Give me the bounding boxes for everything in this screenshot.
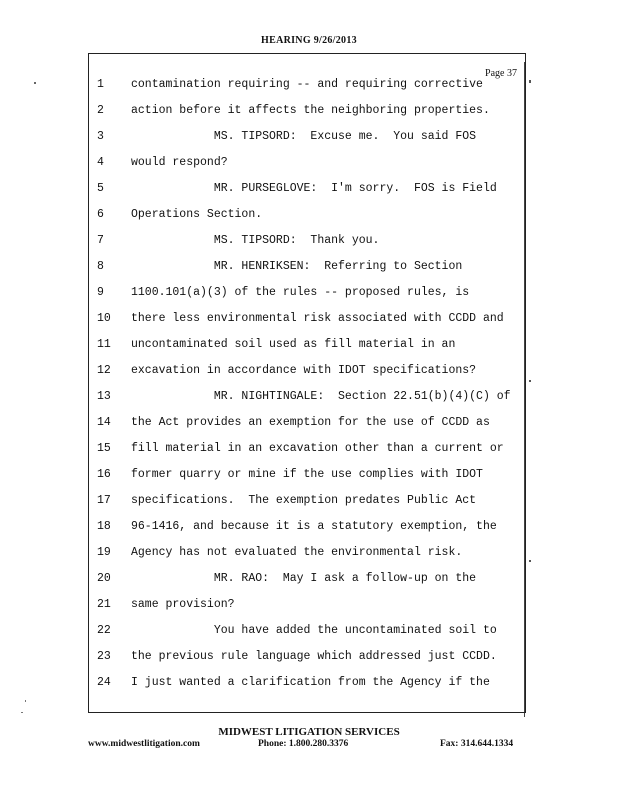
line-text: contamination requiring -- and requiring corrective [131,78,483,91]
footer-company: MIDWEST LITIGATION SERVICES [218,726,400,738]
line-number: 20 [97,572,111,585]
line-number: 16 [97,468,111,481]
line-text: 1100.101(a)(3) of the rules -- proposed rules, is [131,286,470,299]
line-text: Agency has not evaluated the environmental risk. [131,546,463,559]
line-text: You have added the uncontaminated soil to [131,624,497,637]
line-number: 18 [97,520,111,533]
line-number: 2 [97,104,104,117]
line-text: MR. NIGHTINGALE: Section 22.51(b)(4)(C) of [131,390,511,403]
line-number: 14 [97,416,111,429]
line-text: there less environmental risk associated with CCDD and [131,312,504,325]
line-number: 19 [97,546,111,559]
line-number: 9 [97,286,104,299]
footer-website: www.midwestlitigation.com [88,739,200,749]
line-text: 96-1416, and because it is a statutory exemption, the [131,520,497,533]
line-number: 8 [97,260,104,273]
line-text: I just wanted a clarification from the Agency if the [131,676,490,689]
line-number: 23 [97,650,111,663]
line-number: 24 [97,676,111,689]
footer-phone: Phone: 1.800.280.3376 [258,739,349,749]
line-text: MR. PURSEGLOVE: I'm sorry. FOS is Field [131,182,497,195]
line-text: excavation in accordance with IDOT specifications? [131,364,477,377]
line-number: 5 [97,182,104,195]
document-header: HEARING 9/26/2013 [261,35,357,46]
line-number: 6 [97,208,104,221]
line-text: the Act provides an exemption for the use of CCDD as [131,416,490,429]
footer-fax: Fax: 314.644.1334 [440,739,514,749]
line-number: 10 [97,312,111,325]
line-number: 15 [97,442,111,455]
line-text: action before it affects the neighboring properties. [131,104,490,117]
line-text: MS. TIPSORD: Thank you. [131,234,380,247]
line-number: 12 [97,364,111,377]
line-text: former quarry or mine if the use complies with IDOT [131,468,483,481]
line-number: 3 [97,130,104,143]
line-number: 22 [97,624,111,637]
line-number: 13 [97,390,111,403]
line-text: fill material in an excavation other than a current or [131,442,504,455]
line-number: 17 [97,494,111,507]
line-text: the previous rule language which addressed just CCDD. [131,650,497,663]
line-text: MR. RAO: May I ask a follow-up on the [131,572,477,585]
line-number: 4 [97,156,104,169]
page-number: Page 37 [485,68,517,79]
line-text: MS. TIPSORD: Excuse me. You said FOS [131,130,477,143]
line-text: Operations Section. [131,208,263,221]
line-text: uncontaminated soil used as fill material in an [131,338,456,351]
line-text: same provision? [131,598,235,611]
line-number: 11 [97,338,111,351]
line-text: would respond? [131,156,228,169]
line-number: 1 [97,78,104,91]
line-text: MR. HENRIKSEN: Referring to Section [131,260,463,273]
line-number: 21 [97,598,111,611]
line-text: specifications. The exemption predates Public Act [131,494,477,507]
line-number: 7 [97,234,104,247]
